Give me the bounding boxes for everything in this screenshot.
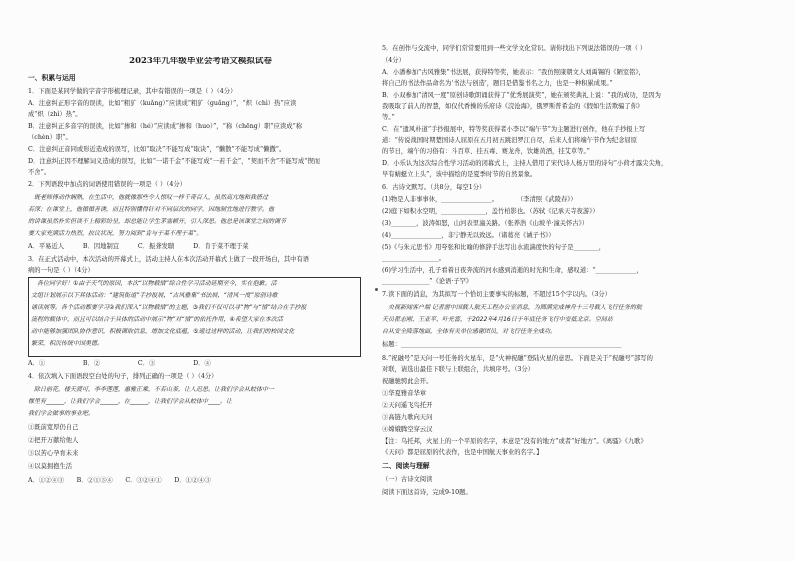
q1-option-d: D．注意纠正因不理解词义造成的误写，比如“一诺千金”不能写成“一若千金”，“契而不舍”不能写成“锲而 — [28, 158, 321, 165]
q1-option-a-cont: 成“炽（zhì）热”。 — [28, 111, 82, 118]
q2-passage-line: 既老师傅动作娴熟，在生活中，他就像那些令人惊叹一样千奇百人，虽然高亢地和我搭过 — [28, 194, 269, 201]
q3-passage-line: 动中能够加强团队协作意识，积极调取信息，增加文化底蕴，⑤通过这样的活动，让我们的校园文化 — [31, 328, 295, 335]
q2-passage-line: 的讲课虽然朴实但谈不上精彩纷呈，却总能让学生茅塞顿开，引人深思。他总是该课堂之间的调节 — [28, 218, 287, 225]
q7-news-line: 天员翟志刚、王亚平、叶光富，于2022年4月16日于年底任务飞行中安抵北京。空间站 — [382, 316, 613, 323]
q3-passage-line: 诵读展等。各个活动都要学习②我们深入“以物载情”的主题，③我们不仅可以寻“物”与“情”结合在手抄报 — [31, 304, 307, 311]
q5-option-c-cont: 的节日，端午的习俗有：斗百草、挂五毒、赛龙舟，饮雄黄酒，挂艾草等。” — [382, 148, 590, 155]
reading-instruction: 阅读下面这首诗，完成9-10题。 — [382, 489, 472, 496]
q6-blank-2: (2)庭下如积水空明，______________，盖竹柏影也。（苏轼《记承天寺夜游》） — [382, 208, 599, 215]
q6-blank-6-cont: _______________”《论语·子罕》 — [382, 278, 473, 285]
q1-option-b: B．注意纠正多音字的误读，比如“掺和（hé）”应读成“掺和（huo）”，“称（chēng）职”应读成“称 — [28, 123, 303, 130]
q3-stem-cont: 病的一句是（ ）（4分） — [28, 267, 94, 274]
q8-upper-couplet: 祝融驰骋此会开。 — [382, 378, 433, 385]
q2-passage-line: 若深；在课堂上，他循循善诱，而且特别懂得针对不同层次的同学，因地制宜地进行教学。他 — [28, 206, 275, 213]
q4-passage-line: 棵里有______，让我们学会______，在______，让我们学会从蛟体中____。让 — [28, 398, 233, 405]
q5-option-c: C．在“遗风朴道”手抄报展中，特等奖获得者小李以“端午节”为主题进行创作，他在手抄报上写 — [382, 126, 646, 133]
q3-passage-line: 各位同学好！①由于天气的原因，本次“以物载情”综合性学习活动延期至今，实在抱歉。活 — [31, 280, 277, 287]
section-heading-reading: 二、阅读与理解 — [382, 462, 430, 470]
section-heading-accumulation: 一、积累与运用 — [28, 74, 76, 82]
q6-blank-5: (5)《与朱元思书》用夸张和比喻的修辞手法写出水流湍度快的句子是________， — [382, 244, 606, 251]
q6-blank-1: (1)物是人非事事休，________________。 （李清照《武陵春》） — [382, 196, 577, 203]
q4-sentence-1: ①既前宽厚仍自己 — [28, 424, 79, 431]
q4-sentence-3: ③以苦心孕育未来 — [28, 450, 79, 457]
q6-blank-4: (4)________________，非宁静无以致远。（诸葛亮《诫子书》） — [382, 232, 555, 239]
q4-stem: 4．依次填入下面语段空白处的句子，排列正确的一项是（ ）（4分） — [28, 373, 218, 380]
q3-passage-line: 文组计划展示以下其体活动：“建筑衔道”手抄报展、“古风雅集”书法展、“清风一度”原创诗歌 — [31, 292, 278, 299]
q3-passage-line: 繁荣，积沉传统中国美德。 — [31, 340, 104, 347]
q1-option-c: C．注意纠正音同或形近造成的误写，比如“取决”不能写成“取诀”，“懒散”不能写成“懒撒”。 — [28, 146, 286, 153]
q6-blank-3: (3)________，波涛如怒，山河表里潼关路。（张养浩《山坡羊·潼关怀古》） — [382, 220, 589, 227]
q5-option-b-cont: 等。” — [382, 114, 395, 121]
q6-blank-6: (6)学习生活中，孔子看着日夜奔流的河水感到消逝的时光和生命，感叹道：“_____________， — [382, 267, 643, 274]
q5-option-d: D．小乐认为这次综合性学习活动的闭幕式上，主持人借用了宋代诗人杨万里的诗句“小荷才露尖尖角， — [382, 160, 668, 167]
subsection-heading-poetry: （一）古诗文阅读 — [382, 476, 433, 483]
q5-option-d-cont: 早有蜻蜓立上头”，该中描绘的是夏季时节的自然景象。 — [382, 171, 537, 178]
q7-title-blank: 标题：______________________________________________________________________ — [382, 341, 622, 348]
q3-options: A．① B．② C．③ D．④ — [28, 360, 211, 367]
q6-blank-5-cont: __________________。 — [382, 255, 445, 262]
q7-stem: 7.读下面的消息，为其拟写一个恰切主要事实的标题，不超过15个字以内。（3分） — [382, 291, 611, 298]
q5-option-b-cont: 我吸取了前人的智慧，如仅代香操的乐府诗《浣沧海》，俄罗斯普希金的《假如生活欺骗了你》 — [382, 103, 644, 110]
exam-title: 2023年九年级毕业会考语文模拟试卷 — [129, 57, 272, 66]
q4-passage-line: 我们学会做事的事业吧。 — [28, 410, 95, 417]
page-fold-mark — [375, 288, 378, 291]
q1-option-a: A．注意纠正形字音的误读，比如“粗犷（kuǎng）”应读成“粗犷（guǎng）”，“炽（chì）热”应读 — [28, 100, 297, 107]
q4-options: A．①②④③ B．②①③④ C．③②④① D．①②④③ — [28, 477, 211, 484]
q8-note-cont: 《天问》都是屈原的代表作，也是中国航天事业的名字。】 — [382, 449, 543, 456]
q7-news-line: 央视新闻客户端 记者游中国载人航天工程办公室消息，为圆满完成神舟十三号载人飞行任务的航 — [382, 304, 642, 311]
q2-options: A．平易近人 B．因地制宜 C．振聋发聩 D．肯于菜不理于菜 — [28, 243, 249, 250]
q2-stem: 2．下列语段中加点的词语使用错误的一项是（ ）（4分） — [28, 181, 186, 188]
q5-stem-cont: （4分） — [382, 57, 405, 64]
q5-option-c-cont: 道：“传说战国时期楚国诗人屈原在五月初五跳汨罗江自尽，后来人们将端午节作为纪念屈原 — [382, 137, 638, 144]
q7-news-line: 自从安全降落地面，全体有关单位感谢团员，对飞行任务全成功。 — [382, 328, 557, 335]
q8-option-3: ③高链九歌向天问 — [382, 414, 433, 421]
q4-passage-line: 除日前花，楼天渡可，李李莲莲，惠雅正乘，不若山茶，让人迟思。让我们学会从蛟体中一 — [28, 386, 275, 393]
q1-option-d-cont: 不舍”。 — [28, 169, 51, 176]
q3-stem: 3．在正式活动中，本次活动的开幕式上，活动主持人在本次活动开幕式上做了一段开场白，其中有语 — [28, 256, 310, 263]
q1-stem: 1．下面是某同学做的字音字形梳理记录，其中有错误的一项是（ ）（4分） — [28, 88, 237, 95]
q5-stem: 5．在创作与交流中，同学们常常要用到一些文学文化常识。请你找出下列说法错误的一项（ ） — [382, 45, 647, 52]
q8-option-4: ④嫦娥腾空穿云汉 — [382, 426, 433, 433]
left-column — [28, 0, 373, 561]
q8-note: 【注：乌托邦，火星上的一个平原的名字，本意是“没有的地方”或者“好地方”。《离骚》《九歌》 — [382, 438, 647, 445]
q1-option-b-cont: （chèn）职”。 — [28, 134, 72, 141]
q8-stem-cont: 对联，请选出最佳下联与上联组合，共填序号。（3分） — [382, 366, 534, 373]
q8-stem: 8.“祝融号”是天问一号任务的火星车，是“火神祝融”登陆火星的意思。下面是关于“祝融号”部写的 — [382, 355, 653, 362]
q8-option-2: ②天问遥飞鸟托开 — [382, 402, 433, 409]
q2-passage-line: 要大家充满活力热烈，抗议状况，努力阅到“肯与于菜不理于菜”。 — [28, 230, 203, 237]
q5-option-a-cont: 将自己的书法作品命名为‘书法与创造’，题目是借鉴书名之力，也是一种积累成果。” — [382, 80, 613, 87]
q6-stem: 6．古诗文默写。（共8分，每空1分） — [382, 184, 486, 191]
q8-option-1: ①华夏雅音华章 — [382, 390, 427, 397]
q4-sentence-2: ②把开万献给他人 — [28, 437, 79, 444]
q4-sentence-4: ④以莫拥抱生活 — [28, 463, 73, 470]
q3-passage-line: 流程的载体中，而且可以结合于具体的活动中展示“物”对“情”的依托作用，④希望大家在本次活 — [31, 316, 283, 323]
right-column — [382, 0, 774, 561]
q5-option-b: B．小双参加“清风一度”原创诗歌朗诵获得了“优秀展演奖”，她在颁奖典礼上说：“我的成功，是因为 — [382, 92, 661, 99]
q5-option-a: A．小潘参加“古风雅集”书法展，获得特等奖，她表示：“我仿照康朝文人刘禹锡的《陋室铭》， — [382, 69, 645, 76]
